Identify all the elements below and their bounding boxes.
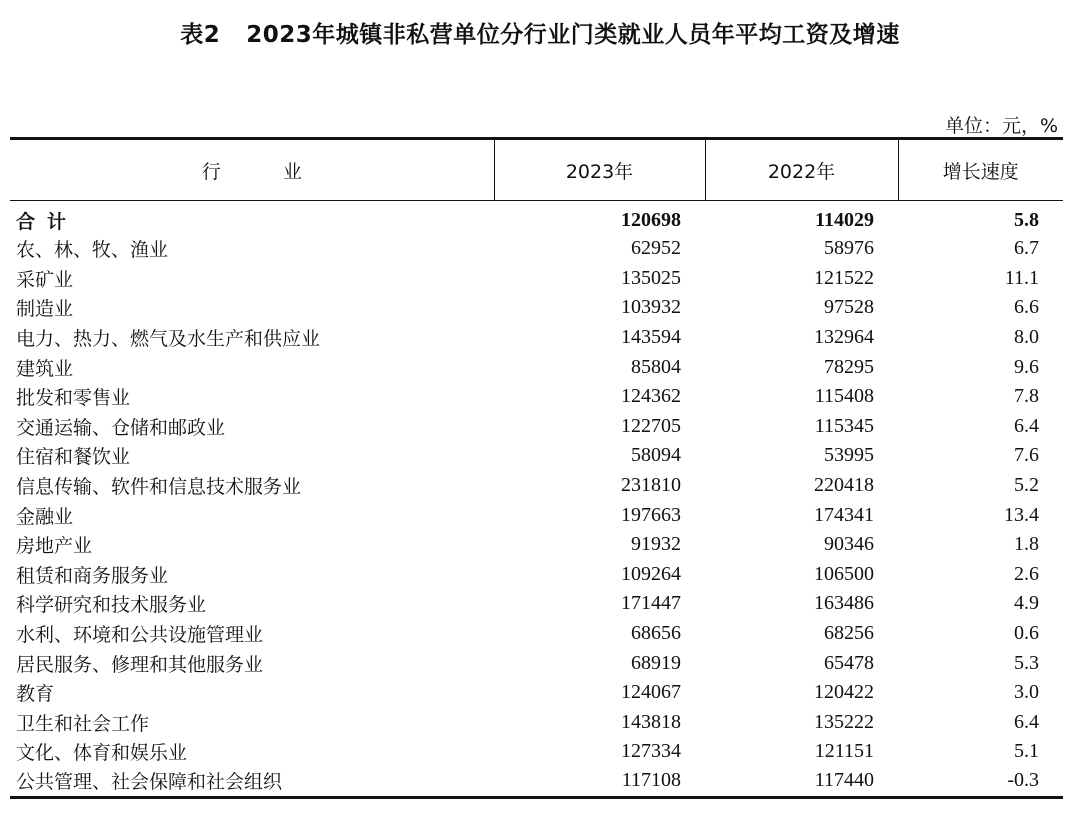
table-row: [10, 471, 1063, 501]
value-2023-cell: 85804: [631, 355, 681, 378]
value-2023-cell: 127334: [621, 740, 681, 763]
wage-table: [10, 137, 1063, 799]
growth-rate-cell: 7.8: [1014, 385, 1039, 408]
table-number: 表2: [180, 22, 221, 48]
growth-rate-cell: 5.3: [1014, 651, 1039, 674]
table-row: [10, 293, 1063, 323]
value-2022-cell: 65478: [824, 651, 874, 674]
value-2022-cell: 220418: [814, 474, 874, 497]
value-2022-cell: 117440: [705, 767, 898, 798]
table-row: [10, 530, 1063, 560]
table-title: [0, 16, 1080, 49]
value-2023-cell: 143594: [621, 326, 681, 349]
growth-rate-cell: 8.0: [1014, 326, 1039, 349]
value-2023-cell: 117108: [494, 767, 705, 798]
industry-cell: 采矿业: [16, 268, 74, 291]
growth-rate-cell: 5.2: [1014, 474, 1039, 497]
value-2022-cell: 120422: [814, 681, 874, 704]
industry-cell: 金融业: [16, 505, 74, 528]
table-row: [10, 352, 1063, 382]
table-row: [10, 234, 1063, 264]
growth-rate-cell: 3.0: [1014, 681, 1039, 704]
table-row: [10, 412, 1063, 442]
table-row: [10, 264, 1063, 294]
industry-cell: 教育: [16, 683, 55, 706]
value-2022-cell: 174341: [814, 503, 874, 526]
table-row: [10, 323, 1063, 353]
value-2023-cell: 231810: [621, 474, 681, 497]
value-2023-cell: 58094: [631, 444, 681, 467]
industry-cell: 租赁和商务服务业: [16, 564, 169, 587]
value-2023-cell: 124067: [621, 681, 681, 704]
value-2023-cell: 109264: [621, 562, 681, 585]
industry-cell: 房地产业: [16, 535, 93, 558]
table-row: [10, 619, 1063, 649]
value-2023-cell: 68919: [631, 651, 681, 674]
growth-rate-cell: 11.1: [1004, 266, 1039, 289]
value-2022-cell: 132964: [814, 326, 874, 349]
industry-cell: 住宿和餐饮业: [16, 446, 131, 469]
growth-rate-cell: 9.6: [1014, 355, 1039, 378]
value-2022-cell: 115408: [814, 385, 874, 408]
growth-rate-cell: 6.7: [1014, 237, 1039, 260]
industry-cell: 科学研究和技术服务业: [16, 594, 207, 617]
value-2022-cell: 53995: [824, 444, 874, 467]
industry-cell: 农、林、牧、渔业: [16, 239, 169, 262]
growth-rate-cell: 0.6: [1014, 622, 1039, 645]
growth-rate-cell: 5.1: [1014, 740, 1039, 763]
industry-cell: 合计: [16, 211, 79, 233]
growth-rate-cell: 6.4: [1014, 414, 1039, 437]
value-2022-cell: 163486: [814, 592, 874, 615]
value-2023-cell: 120698: [621, 209, 681, 231]
industry-cell: 批发和零售业: [16, 387, 131, 410]
table-row: [10, 382, 1063, 412]
table-row: [10, 767, 1063, 798]
value-2023-cell: 91932: [631, 533, 681, 556]
industry-cell: 水利、环境和公共设施管理业: [16, 624, 264, 647]
industry-cell: 电力、热力、燃气及水生产和供应业: [16, 328, 321, 351]
table-header: [10, 139, 1063, 201]
growth-rate-cell: 6.6: [1014, 296, 1039, 319]
table-row: [10, 737, 1063, 767]
value-2023-cell: 197663: [621, 503, 681, 526]
value-2022-cell: 121522: [814, 266, 874, 289]
table-row: [10, 589, 1063, 619]
growth-rate-cell: 1.8: [1014, 533, 1039, 556]
growth-rate-cell: 7.6: [1014, 444, 1039, 467]
value-2022-cell: 68256: [824, 622, 874, 645]
header-growth: 增长速度: [898, 139, 1063, 201]
value-2022-cell: 106500: [814, 562, 874, 585]
table-row: [10, 678, 1063, 708]
industry-cell: 文化、体育和娱乐业: [16, 742, 188, 765]
industry-cell: 信息传输、软件和信息技术服务业: [16, 476, 302, 499]
table-body: [10, 201, 1063, 798]
value-2022-cell: 97528: [824, 296, 874, 319]
value-2022-cell: 78295: [824, 355, 874, 378]
industry-cell: 居民服务、修理和其他服务业: [16, 653, 264, 676]
growth-rate-cell: 2.6: [1014, 562, 1039, 585]
value-2023-cell: 143818: [621, 710, 681, 733]
growth-rate-cell: -0.3: [898, 767, 1063, 798]
value-2023-cell: 122705: [621, 414, 681, 437]
unit-note: 单位：元，%: [944, 115, 1058, 137]
value-2023-cell: 124362: [621, 385, 681, 408]
value-2022-cell: 135222: [814, 710, 874, 733]
industry-cell: 制造业: [16, 298, 74, 321]
value-2022-cell: 58976: [824, 237, 874, 260]
industry-cell: 卫生和社会工作: [16, 712, 150, 735]
table-row-total: [10, 201, 1063, 235]
table-row: [10, 648, 1063, 678]
growth-rate-cell: 13.4: [1004, 503, 1039, 526]
value-2023-cell: 103932: [621, 296, 681, 319]
industry-cell: 交通运输、仓储和邮政业: [16, 416, 226, 439]
industry-cell: 建筑业: [16, 357, 74, 380]
header-2022: 2022年: [705, 139, 898, 201]
table-title-text: 2023年城镇非私营单位分行业门类就业人员年平均工资及增速: [246, 22, 900, 48]
header-industry: 行 业: [10, 139, 494, 201]
value-2023-cell: 68656: [631, 622, 681, 645]
value-2022-cell: 90346: [824, 533, 874, 556]
value-2022-cell: 121151: [814, 740, 874, 763]
table-row: [10, 708, 1063, 738]
table-row: [10, 560, 1063, 590]
value-2023-cell: 135025: [621, 266, 681, 289]
growth-rate-cell: 4.9: [1014, 592, 1039, 615]
value-2023-cell: 62952: [631, 237, 681, 260]
growth-rate-cell: 5.8: [1014, 209, 1039, 231]
header-2023: 2023年: [494, 139, 705, 201]
industry-cell: 公共管理、社会保障和社会组织: [10, 767, 494, 798]
table-row: [10, 441, 1063, 471]
value-2022-cell: 114029: [815, 209, 874, 231]
table-row: [10, 500, 1063, 530]
value-2022-cell: 115345: [814, 414, 874, 437]
value-2023-cell: 171447: [621, 592, 681, 615]
growth-rate-cell: 6.4: [1014, 710, 1039, 733]
